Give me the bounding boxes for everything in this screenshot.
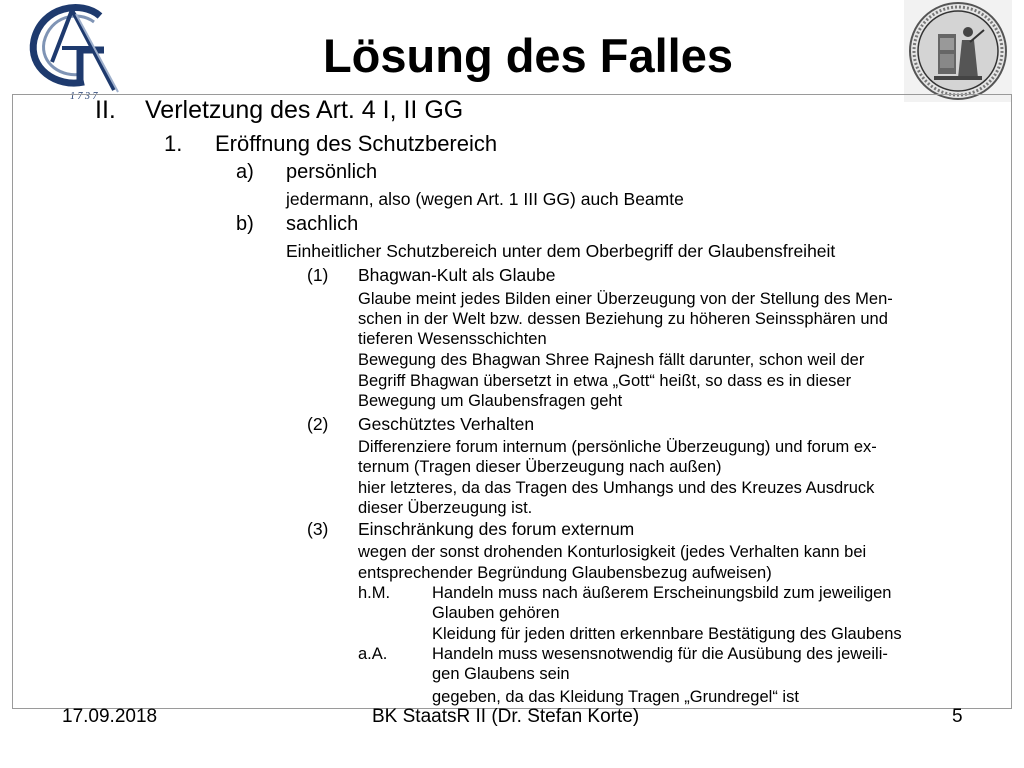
body-line: tieferen Wesensschichten [358,330,547,348]
footer-course: BK StaatsR II (Dr. Stefan Korte) [372,706,640,727]
heading-marker-ii: II. [95,96,116,124]
point-bhagwan: Bhagwan-Kult als Glaube [358,265,556,285]
body-line: Bewegung des Bhagwan Shree Rajnesh fällt darunter, schon weil der [358,351,865,369]
opinion-label-hm: h.M. [358,584,391,602]
footer-page-number: 5 [952,706,963,727]
body-line: Kleidung für jeden dritten erkennbare Bestätigung des Glaubens [432,625,902,643]
item-sachlich: sachlich [286,213,359,235]
heading-art4: Verletzung des Art. 4 I, II GG [145,96,464,124]
page-title: Lösung des Falles [322,29,734,82]
logo-year: 1 7 3 7 [70,91,98,100]
body-line: schen in der Welt bzw. dessen Beziehung zu höheren Seinssphären und [358,310,888,328]
body-line: hier letzteres, da das Tragen des Umhangs und des Kreuzes Ausdruck [358,479,875,497]
body-line: Handeln muss wesensnotwendig für die Ausübung des jeweili- [432,645,888,663]
subheading-marker-1: 1. [164,131,183,156]
body-line: Handeln muss nach äußerem Erscheinungsbild zum jeweiligen [432,584,892,602]
point-marker-3: (3) [307,519,329,539]
body-line: entsprechender Begründung Glaubensbezug aufweisen) [358,564,772,582]
point-marker-2: (2) [307,414,329,434]
body-line: Glaube meint jedes Bilden einer Überzeugung von der Stellung des Men- [358,290,893,308]
body-line: wegen der sonst drohenden Konturlosigkeit (jedes Verhalten kann bei [358,543,867,561]
item-persoenlich: persönlich [286,161,378,183]
body-line: gegeben, da das Kleidung Tragen „Grundregel“ ist [432,688,799,706]
body-line: Differenziere forum internum (persönliche Überzeugung) und forum ex- [358,438,877,456]
point-verhalten: Geschütztes Verhalten [358,414,535,434]
item-marker-b: b) [236,213,254,235]
body-line: dieser Überzeugung ist. [358,499,533,517]
opinion-label-aa: a.A. [358,645,388,663]
body-line: ternum (Tragen dieser Überzeugung nach außen) [358,458,722,476]
point-einschraenkung: Einschränkung des forum externum [358,519,635,539]
text-sachlich: Einheitlicher Schutzbereich unter dem Oberbegriff der Glaubensfreiheit [286,241,836,261]
body-line: Begriff Bhagwan übersetzt in etwa „Gott“ heißt, so dass es in dieser [358,372,852,390]
text-persoenlich: jedermann, also (wegen Art. 1 III GG) auch Beamte [286,189,684,209]
point-marker-1: (1) [307,265,329,285]
item-marker-a: a) [236,161,254,183]
body-line: Glauben gehören [432,604,560,622]
body-line: gen Glaubens sein [432,665,570,683]
body-line: Bewegung um Glaubensfragen geht [358,392,623,410]
subheading-schutzbereich: Eröffnung des Schutzbereich [215,131,498,156]
footer-date: 17.09.2018 [62,706,158,727]
